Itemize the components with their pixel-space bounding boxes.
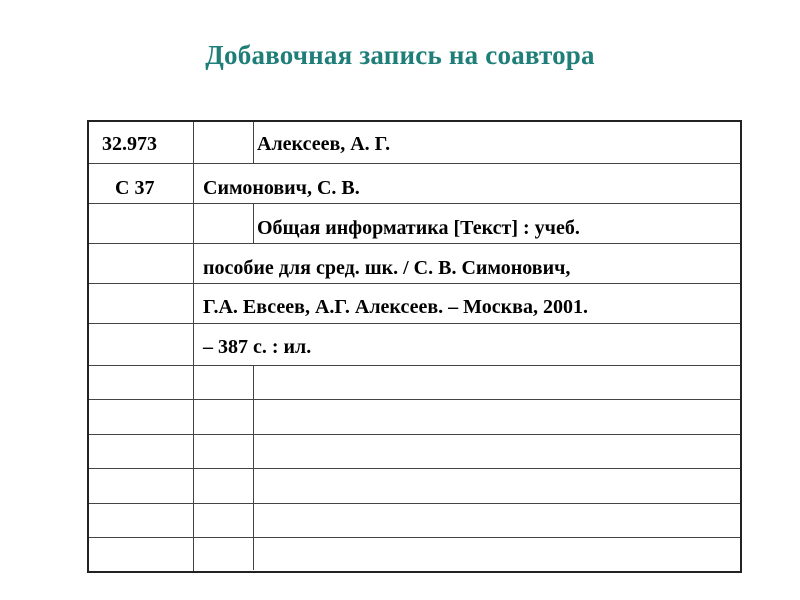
card-row-line — [89, 203, 740, 204]
card-indent-line — [253, 203, 254, 243]
author-mark: С 37 — [115, 177, 155, 199]
card-row-line — [89, 163, 740, 164]
main-author-heading: Симонович, С. В. — [203, 177, 360, 199]
description-line: – 387 с. : ил. — [203, 336, 312, 358]
card-row-line — [89, 243, 740, 244]
card-row-line — [89, 323, 740, 324]
card-indent-line — [253, 122, 254, 163]
card-row-line — [89, 399, 740, 400]
page-title: Добавочная запись на соавтора — [205, 40, 595, 70]
card-indent-line — [253, 365, 254, 570]
card-row-line — [89, 537, 740, 538]
card-row-line — [89, 503, 740, 504]
card-row-line — [89, 468, 740, 469]
card-column-line — [193, 122, 194, 571]
description-line: Общая информатика [Текст] : учеб. — [257, 217, 580, 239]
first-author-heading: Алексеев, А. Г. — [257, 133, 391, 155]
description-line: Г.А. Евсеев, А.Г. Алексеев. – Москва, 2001. — [203, 296, 588, 318]
card-row-line — [89, 283, 740, 284]
catalog-card — [87, 120, 742, 573]
card-row-line — [89, 365, 740, 366]
card-row-line — [89, 434, 740, 435]
index-code: 32.973 — [102, 133, 157, 155]
description-line: пособие для сред. шк. / С. В. Симонович, — [203, 257, 571, 279]
